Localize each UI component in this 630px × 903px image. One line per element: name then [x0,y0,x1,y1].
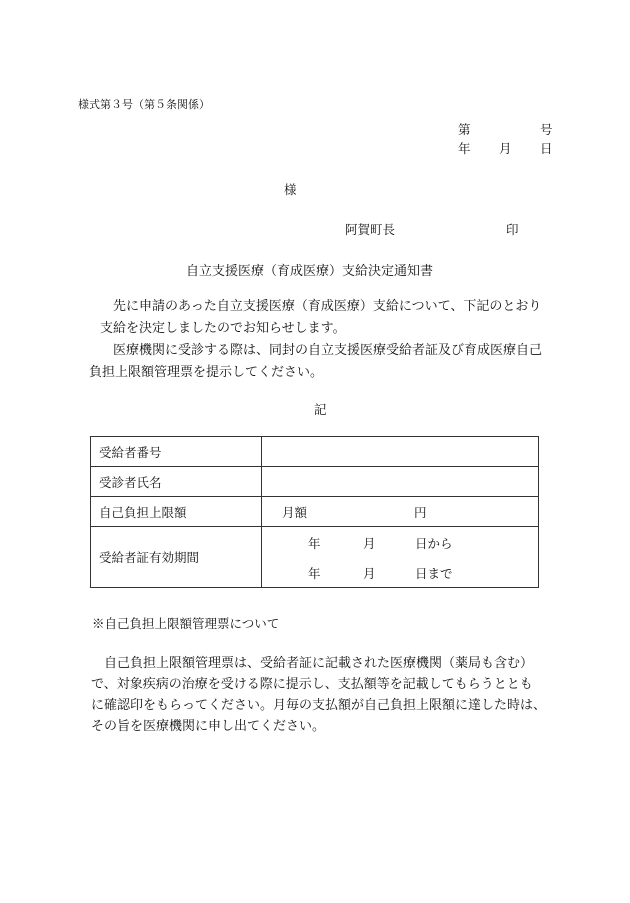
body-paragraph-1 [100,296,541,340]
date-day-label: 日 [540,141,553,156]
body-line: 負担上限額管理票を提示してください。 [89,365,324,380]
addressee-honorific: 様 [284,182,297,197]
validity-period-cell[interactable] [262,527,539,588]
note-heading: ※自己負担上限額管理票について [92,616,280,631]
note-line: 自己負担上限額管理票は、受給者証に記載された医療機関（薬局も含む） [104,656,534,671]
row-label: 受診者氏名 [91,467,262,497]
body-line: 医療機関に受診する際は、同封の自立支援医療受給者証及び育成医療自己 [113,343,543,358]
validity-from-month: 月 [363,536,376,551]
recipient-number-cell[interactable] [262,437,539,467]
seal-mark: 印 [506,222,519,237]
body-line: 支給を決定しましたのでお知らせします。 [100,321,346,336]
yen-label: 円 [414,504,427,520]
table-row [91,497,539,527]
table-row [91,467,539,497]
number-prefix: 第 [458,122,471,137]
date-year-label: 年 [458,141,471,156]
validity-from-label: 日から [415,536,453,551]
note-paragraph [91,653,546,737]
table-row [91,437,539,467]
validity-to-month: 月 [363,566,376,581]
copay-limit-cell[interactable] [262,497,539,527]
row-label: 自己負担上限額 [91,497,262,527]
row-label: 受給者番号 [91,437,262,467]
body-paragraph-2 [89,340,542,384]
patient-name-cell[interactable] [262,467,539,497]
recipient-info-table [90,436,539,588]
ki-heading: 記 [314,402,327,417]
form-number: 様式第３号（第５条関係） [78,98,210,111]
note-line: で、対象疾病の治療を受ける際に提示し、支払額等を記載してもらうととも [91,677,533,692]
validity-from-year: 年 [308,536,321,551]
monthly-label: 月額 [282,504,308,520]
validity-to-label: 日まで [415,566,453,581]
table-row [91,527,539,588]
sender-title: 阿賀町長 [345,222,396,237]
note-line: その旨を医療機関に申し出てください。 [91,719,326,734]
body-line: 先に申請のあった自立支援医療（育成医療）支給について、下記のとおり [113,299,542,314]
validity-to-year: 年 [308,566,321,581]
number-suffix: 号 [540,122,553,137]
note-line: に確認印をもらってください。月毎の支払額が自己負担上限額に達した時は、 [91,698,547,713]
document-title: 自立支援医療（育成医療）支給決定通知書 [186,264,434,279]
row-label: 受給者証有効期間 [91,527,262,588]
date-month-label: 月 [499,141,512,156]
